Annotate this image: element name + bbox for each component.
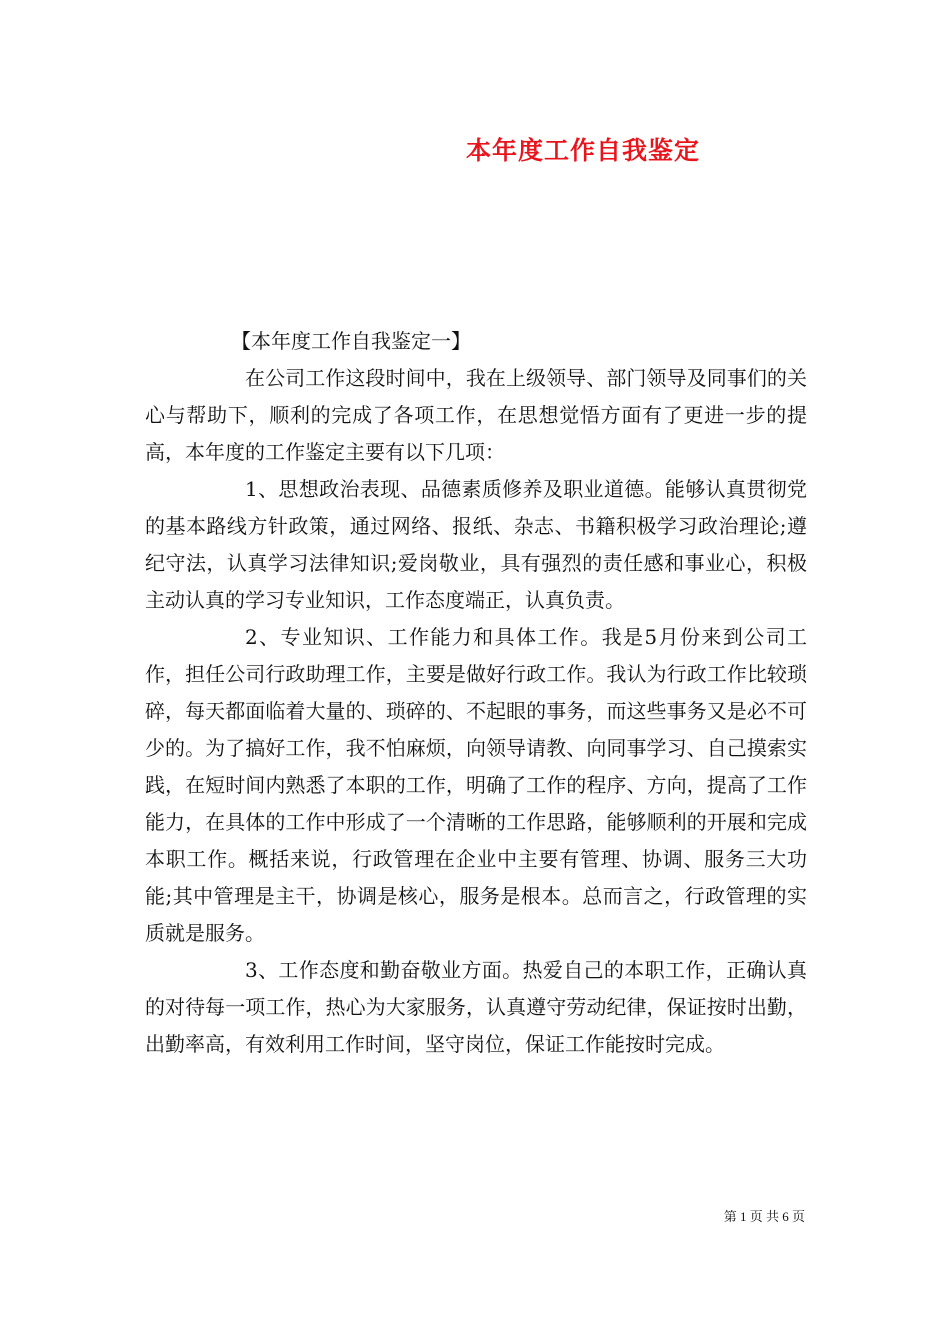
paragraph-item-3: 3、工作态度和勤奋敬业方面。热爱自己的本职工作，正确认真的对待每一项工作，热心为大家服务，认真遵守劳动纪律，保证按时出勤，出勤率高，有效利用工作时间，坚守岗位，保证工作能按时完成。 [145,958,807,1056]
section-heading: 【本年度工作自我鉴定一】 [231,329,471,353]
paragraph-item-1: 1、思想政治表现、品德素质修养及职业道德。能够认真贯彻党的基本路线方针政策，通过网络、报纸、杂志、书籍积极学习政治理论;遵纪守法，认真学习法律知识;爱岗敬业，具有强烈的责任感和事业心，积极主动认真的学习专业知识，工作态度端正，认真负责。 [145,477,807,612]
document-title: 本年度工作自我鉴定 [465,136,700,165]
page-number-footer: 第 1 页 共 6 页 [723,1209,805,1224]
document-body [145,323,807,1063]
paragraph-intro: 在公司工作这段时间中，我在上级领导、部门领导及同事们的关心与帮助下，顺利的完成了各项工作，在思想觉悟方面有了更进一步的提高，本年度的工作鉴定主要有以下几项： [145,366,807,464]
paragraph-item-2: 2、专业知识、工作能力和具体工作。我是5月份来到公司工作，担任公司行政助理工作，主要是做好行政工作。我认为行政工作比较琐碎，每天都面临着大量的、琐碎的、不起眼的事务，而这些事务又是必不可少的。为了搞好工作，我不怕麻烦，向领导请教、向同事学习、自己摸索实践，在短时间内熟悉了本职的工作，明确了工作的程序、方向，提高了工作能力，在具体的工作中形成了一个清晰的工作思路，能够顺利的开展和完成本职工作。概括来说，行政管理在企业中主要有管理、协调、服务三大功能;其中管理是主干，协调是核心，服务是根本。总而言之，行政管理的实质就是服务。 [145,625,807,945]
